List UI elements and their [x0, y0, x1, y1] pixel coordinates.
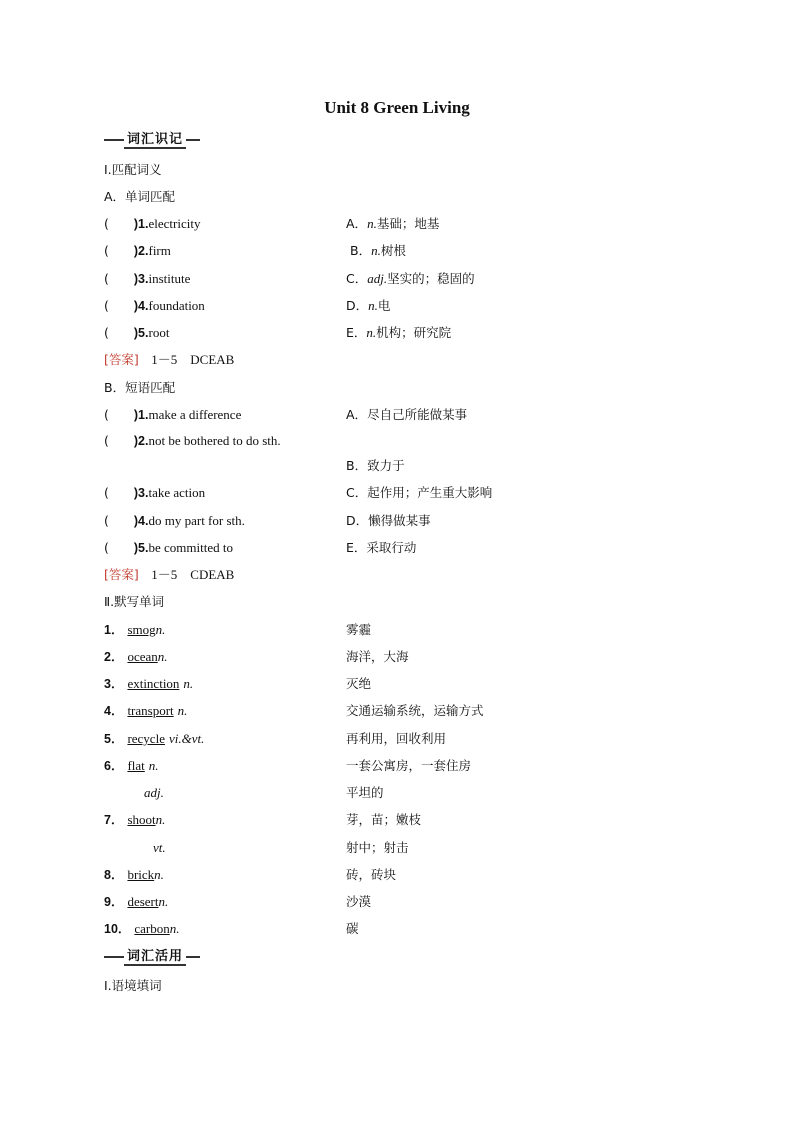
word-meaning: 碳: [346, 921, 359, 936]
word-meaning: 沙漠: [346, 894, 372, 909]
list-item: [104, 325, 169, 341]
part-a-heading: A．单词匹配: [104, 189, 176, 204]
page-title: Unit 8 Green Living: [324, 98, 470, 117]
option-item: B．n.树根: [350, 243, 406, 258]
section-tag-vocabulary-usage: [104, 948, 200, 966]
list-item: ( )2.not be bothered to do sth.: [104, 433, 281, 448]
answer-blank[interactable]: (: [104, 216, 134, 231]
item-number: )2.: [133, 244, 149, 258]
list-item: 7． shootn.: [104, 812, 166, 827]
option-item: A．尽自己所能做某事: [346, 407, 468, 422]
list-item: 6． flat n.: [104, 758, 159, 773]
item-word: root: [148, 325, 170, 340]
list-item: 9． desertn.: [104, 894, 169, 909]
tag-left-bar: [104, 139, 124, 141]
list-item: 10． carbonn.: [104, 921, 180, 936]
list-item: [104, 298, 205, 314]
option-item: C．adj.坚实的；稳固的: [346, 271, 475, 286]
list-item: ( )5.be committed to: [104, 540, 233, 555]
item-number: )5.: [133, 326, 149, 340]
item-word: electricity: [148, 216, 201, 231]
option-item: D．n.电: [346, 298, 391, 313]
option-item: B．致力于: [346, 458, 405, 473]
list-item: ( )1.make a difference: [104, 407, 242, 422]
list-item: 2． oceann.: [104, 649, 168, 664]
list-item: [104, 243, 171, 259]
answer-blank[interactable]: (: [104, 540, 134, 555]
list-item: 4． transport n.: [104, 703, 188, 718]
list-item: [104, 271, 190, 287]
word-meaning: 再利用，回收利用: [346, 731, 447, 746]
part-i-heading: Ⅰ.匹配词义: [104, 162, 162, 177]
part-ii-heading: Ⅱ.默写单词: [104, 594, 165, 609]
answer-blank[interactable]: (: [104, 407, 134, 422]
answer-blank[interactable]: (: [104, 513, 134, 528]
word-meaning: 平坦的: [346, 785, 384, 800]
list-item: ( )4.do my part for sth.: [104, 513, 245, 528]
word-meaning: 砖，砖块: [346, 867, 397, 882]
word-meaning: 交通运输系统，运输方式: [346, 703, 484, 718]
item-number: )3.: [133, 272, 149, 286]
tag-right-bar: [186, 139, 200, 141]
item-word: firm: [148, 243, 171, 258]
word-pos: vt.: [153, 840, 166, 855]
option-item: E．采取行动: [346, 540, 417, 555]
list-item: 8． brickn.: [104, 867, 164, 882]
answer-line: [104, 567, 234, 583]
word-meaning: 射中；射击: [346, 840, 409, 855]
option-item: E．n.机构；研究院: [346, 325, 452, 340]
section-tag-label: 词汇活用: [124, 949, 186, 966]
answer-blank[interactable]: (: [104, 485, 134, 500]
word-meaning: 一套公寓房，一套住房: [346, 758, 472, 773]
answer-blank[interactable]: (: [104, 298, 134, 313]
answer-text: 1－5 DCEAB: [151, 352, 235, 367]
item-number: )4.: [133, 299, 149, 313]
answer-label: [答案]: [104, 567, 139, 582]
word-meaning: 灭绝: [346, 676, 372, 691]
answer-blank[interactable]: (: [104, 433, 134, 448]
item-number: )1.: [133, 217, 149, 231]
word-meaning: 芽，苗；嫩枝: [346, 812, 422, 827]
option-item: D．懒得做某事: [346, 513, 431, 528]
answer-text: 1－5 CDEAB: [151, 567, 235, 582]
answer-blank[interactable]: (: [104, 271, 134, 286]
list-item: 1． smogn.: [104, 622, 166, 637]
word-meaning: 雾霾: [346, 622, 372, 637]
list-item: [104, 216, 200, 232]
option-item: C．起作用；产生重大影响: [346, 485, 493, 500]
part-b-heading: B．短语匹配: [104, 380, 176, 395]
tag-left-bar: [104, 956, 124, 958]
item-word: institute: [148, 271, 191, 286]
word-pos: adj.: [144, 785, 164, 800]
answer-label: [答案]: [104, 352, 139, 367]
part-iii-heading: Ⅰ.语境填词: [104, 978, 162, 993]
word-meaning: 海洋，大海: [346, 649, 409, 664]
tag-right-bar: [186, 956, 200, 958]
section-tag-label: 词汇识记: [124, 132, 186, 149]
list-item: 3． extinction n.: [104, 676, 194, 691]
answer-blank[interactable]: (: [104, 325, 134, 340]
section-tag-vocabulary-memory: [104, 131, 200, 149]
answer-line: [104, 352, 234, 368]
item-word: foundation: [148, 298, 205, 313]
answer-blank[interactable]: (: [104, 243, 134, 258]
list-item: ( )3.take action: [104, 485, 206, 500]
list-item: 5． recycle vi.&vt.: [104, 731, 205, 746]
option-item: A．n.基础；地基: [346, 216, 440, 231]
